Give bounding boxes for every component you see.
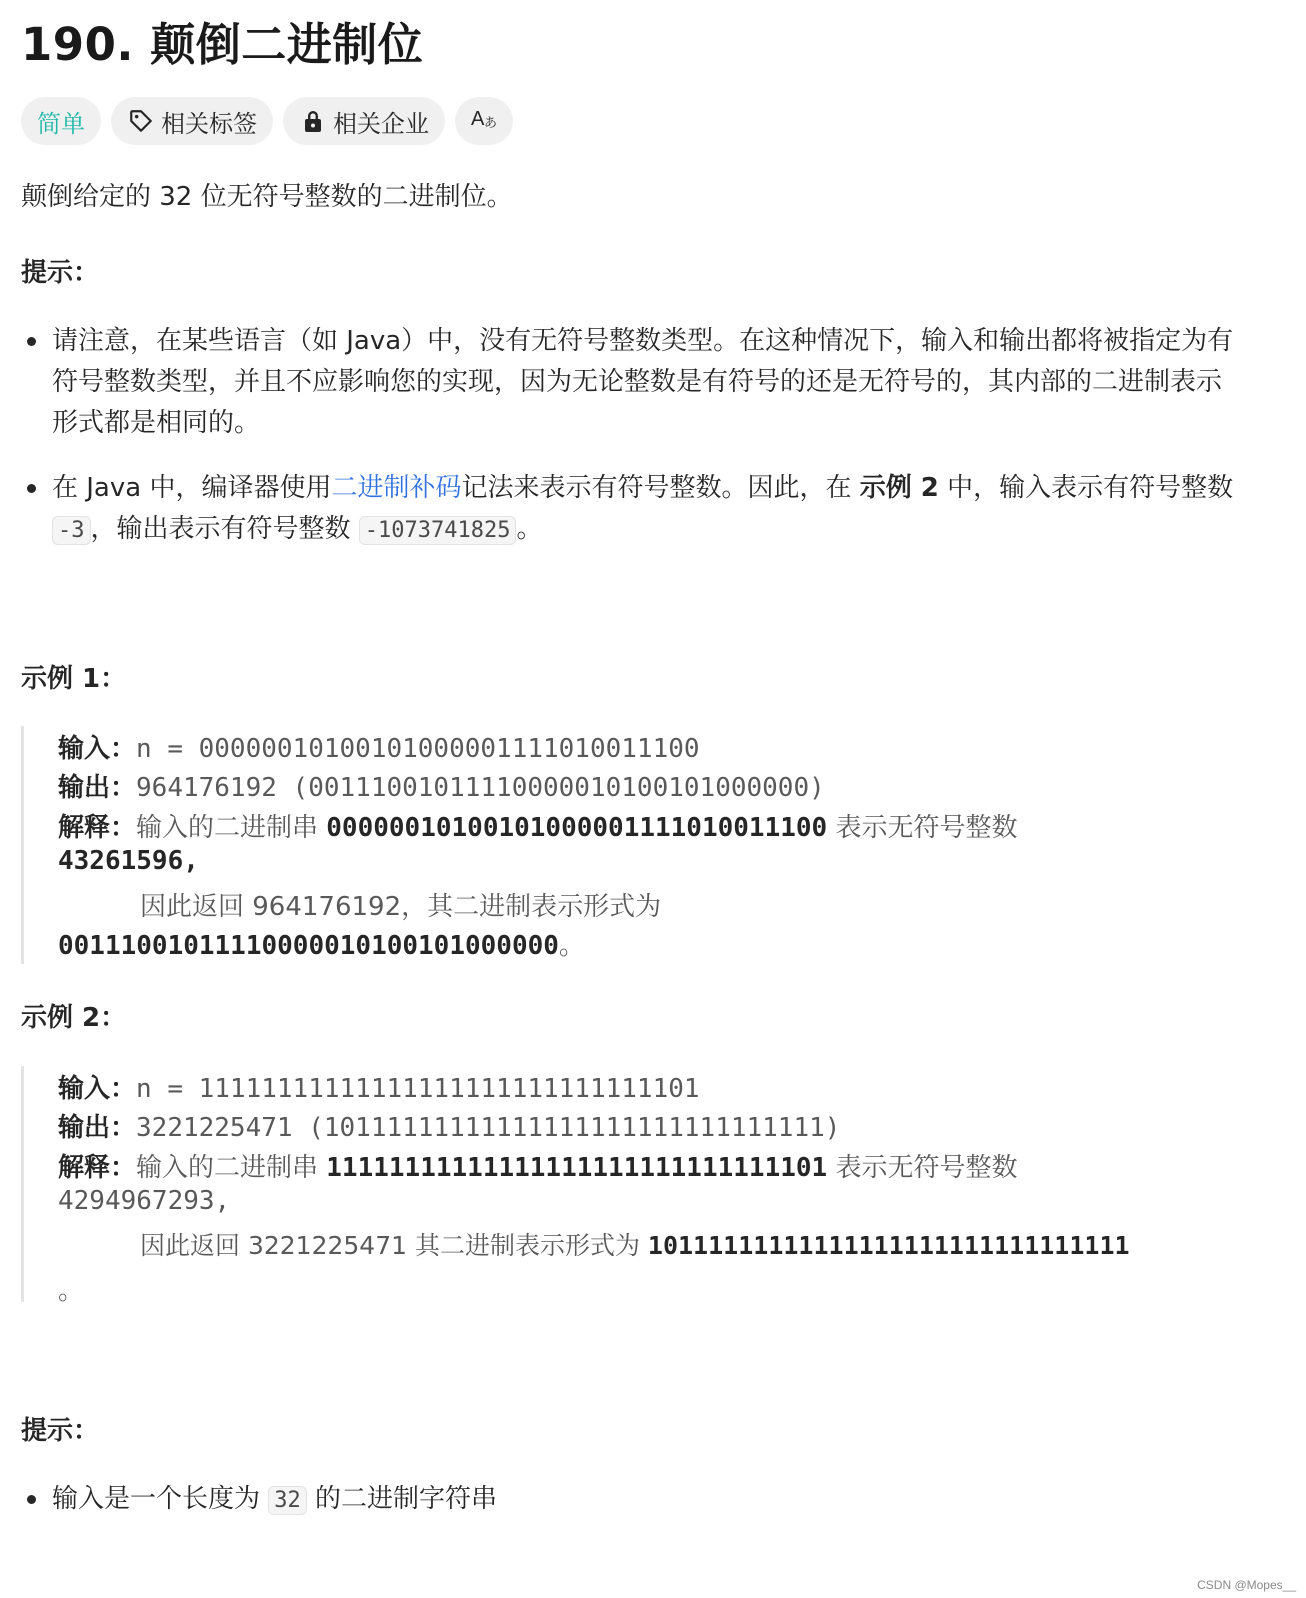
bullet-text: 的二进制字符串 xyxy=(306,1484,498,1514)
inline-code: -1073741825 xyxy=(359,516,517,545)
translate-icon xyxy=(470,105,498,137)
explanation-binary: 00111001011110000010100101000000 xyxy=(58,931,559,961)
related-companies-button[interactable] xyxy=(283,97,445,145)
hint-heading: 提示： xyxy=(21,258,100,288)
related-companies-label: 相关企业 xyxy=(333,109,429,138)
example-1-explanation-number xyxy=(58,846,199,876)
bullet-text: 记法来表示有符号整数。因此，在 xyxy=(461,473,860,503)
input-value: n = 00000010100101000001111010011100 xyxy=(136,734,700,764)
example-1-explanation xyxy=(58,807,1017,844)
explanation-label: 解释： xyxy=(58,813,137,843)
example-2-explanation xyxy=(58,1147,1017,1184)
input-label: 输入： xyxy=(58,734,137,764)
example-2-input xyxy=(58,1068,700,1105)
bullet-text: 输入是一个长度为 xyxy=(52,1484,269,1514)
explanation-text: 表示无符号整数 xyxy=(827,1153,1018,1183)
bullet-dot xyxy=(27,484,36,493)
bullet-text: 中，输入表示有符号整数 xyxy=(938,473,1234,503)
watermark: CSDN @Mopes__ xyxy=(1197,1578,1296,1592)
explanation-number: 4294967293, xyxy=(58,1186,231,1216)
explanation-binary: 11111111111111111111111111111101 xyxy=(326,1153,828,1183)
explanation-text: 。 xyxy=(558,931,585,961)
example-1-heading: 示例 1： xyxy=(21,664,127,694)
output-value: 3221225471 (10111111111111111111111111111111) xyxy=(136,1113,841,1143)
difficulty-label: 简单 xyxy=(37,109,85,138)
example-1-explanation-return xyxy=(140,886,661,923)
output-label: 输出： xyxy=(58,1113,137,1143)
problem-title: 190. 颠倒二进制位 xyxy=(21,18,424,71)
twos-complement-link[interactable]: 二进制补码 xyxy=(331,473,462,503)
explanation-text: 输入的二进制串 xyxy=(136,813,327,843)
hint-bullet-2-text xyxy=(52,468,1241,551)
translate-button[interactable] xyxy=(455,97,513,145)
difficulty-badge[interactable] xyxy=(21,97,101,145)
bullet-text: ，输出表示有符号整数 xyxy=(90,514,359,544)
hint-bullet-1-text: 请注意，在某些语言（如 Java）中，没有无符号整数类型。在这种情况下，输入和输出都将被指定为有符号整数类型，并且不应影响您的实现，因为无论整数是有符号的还是无符号的，其内部的二进制表示形式都是相同的。 xyxy=(52,326,1234,438)
bullet-dot xyxy=(27,337,36,346)
hint-bullet-2 xyxy=(21,468,1241,551)
constraints-bullet-1 xyxy=(21,1479,1241,1521)
bullet-text: 。 xyxy=(516,514,543,544)
example-1-input xyxy=(58,728,700,765)
input-value: n = 11111111111111111111111111111101 xyxy=(136,1074,700,1104)
inline-code: 32 xyxy=(268,1486,307,1515)
problem-description: 颠倒给定的 32 位无符号整数的二进制位。 xyxy=(21,182,513,212)
svg-text:あ: あ xyxy=(484,116,498,131)
tag-bar xyxy=(21,97,513,145)
explanation-number: 43261596, xyxy=(58,846,199,876)
explanation-text: 因此返回 3221225471 其二进制表示形式为 xyxy=(140,1231,648,1260)
related-tags-label: 相关标签 xyxy=(161,109,257,138)
constraints-heading: 提示： xyxy=(21,1416,100,1446)
output-label: 输出： xyxy=(58,773,137,803)
example-2-explanation-return xyxy=(140,1226,1130,1262)
explanation-binary: 00000010100101000001111010011100 xyxy=(326,813,828,843)
svg-text:A: A xyxy=(471,108,485,130)
lock-icon xyxy=(299,107,327,135)
example-2-explanation-number xyxy=(58,1186,230,1216)
tag-icon xyxy=(127,107,155,135)
example-1-block xyxy=(21,726,1283,964)
bullet-bold-text: 示例 2 xyxy=(859,473,939,503)
explanation-binary: 10111111111111111111111111111111 xyxy=(647,1231,1130,1260)
example-1-output xyxy=(58,767,825,804)
bullet-text: 在 Java 中，编译器使用 xyxy=(52,473,332,503)
example-1-explanation-binary xyxy=(58,925,585,962)
bullet-dot xyxy=(27,1495,36,1504)
example-2-block xyxy=(21,1066,1283,1306)
example-2-explanation-end xyxy=(58,1270,84,1307)
explanation-text: 因此返回 964176192，其二进制表示形式为 xyxy=(140,892,662,922)
constraints-bullet-1-text xyxy=(52,1479,1241,1521)
explanation-label: 解释： xyxy=(58,1153,137,1183)
hint-bullet-1 xyxy=(21,321,1241,444)
explanation-text: 输入的二进制串 xyxy=(136,1153,327,1183)
explanation-text: 表示无符号整数 xyxy=(827,813,1018,843)
output-value: 964176192 (00111001011110000010100101000000) xyxy=(136,773,825,803)
explanation-text: 。 xyxy=(58,1276,85,1306)
example-2-heading: 示例 2： xyxy=(21,1003,127,1033)
example-2-output xyxy=(58,1107,840,1144)
input-label: 输入： xyxy=(58,1074,137,1104)
inline-code: -3 xyxy=(52,516,91,545)
related-tags-button[interactable] xyxy=(111,97,273,145)
